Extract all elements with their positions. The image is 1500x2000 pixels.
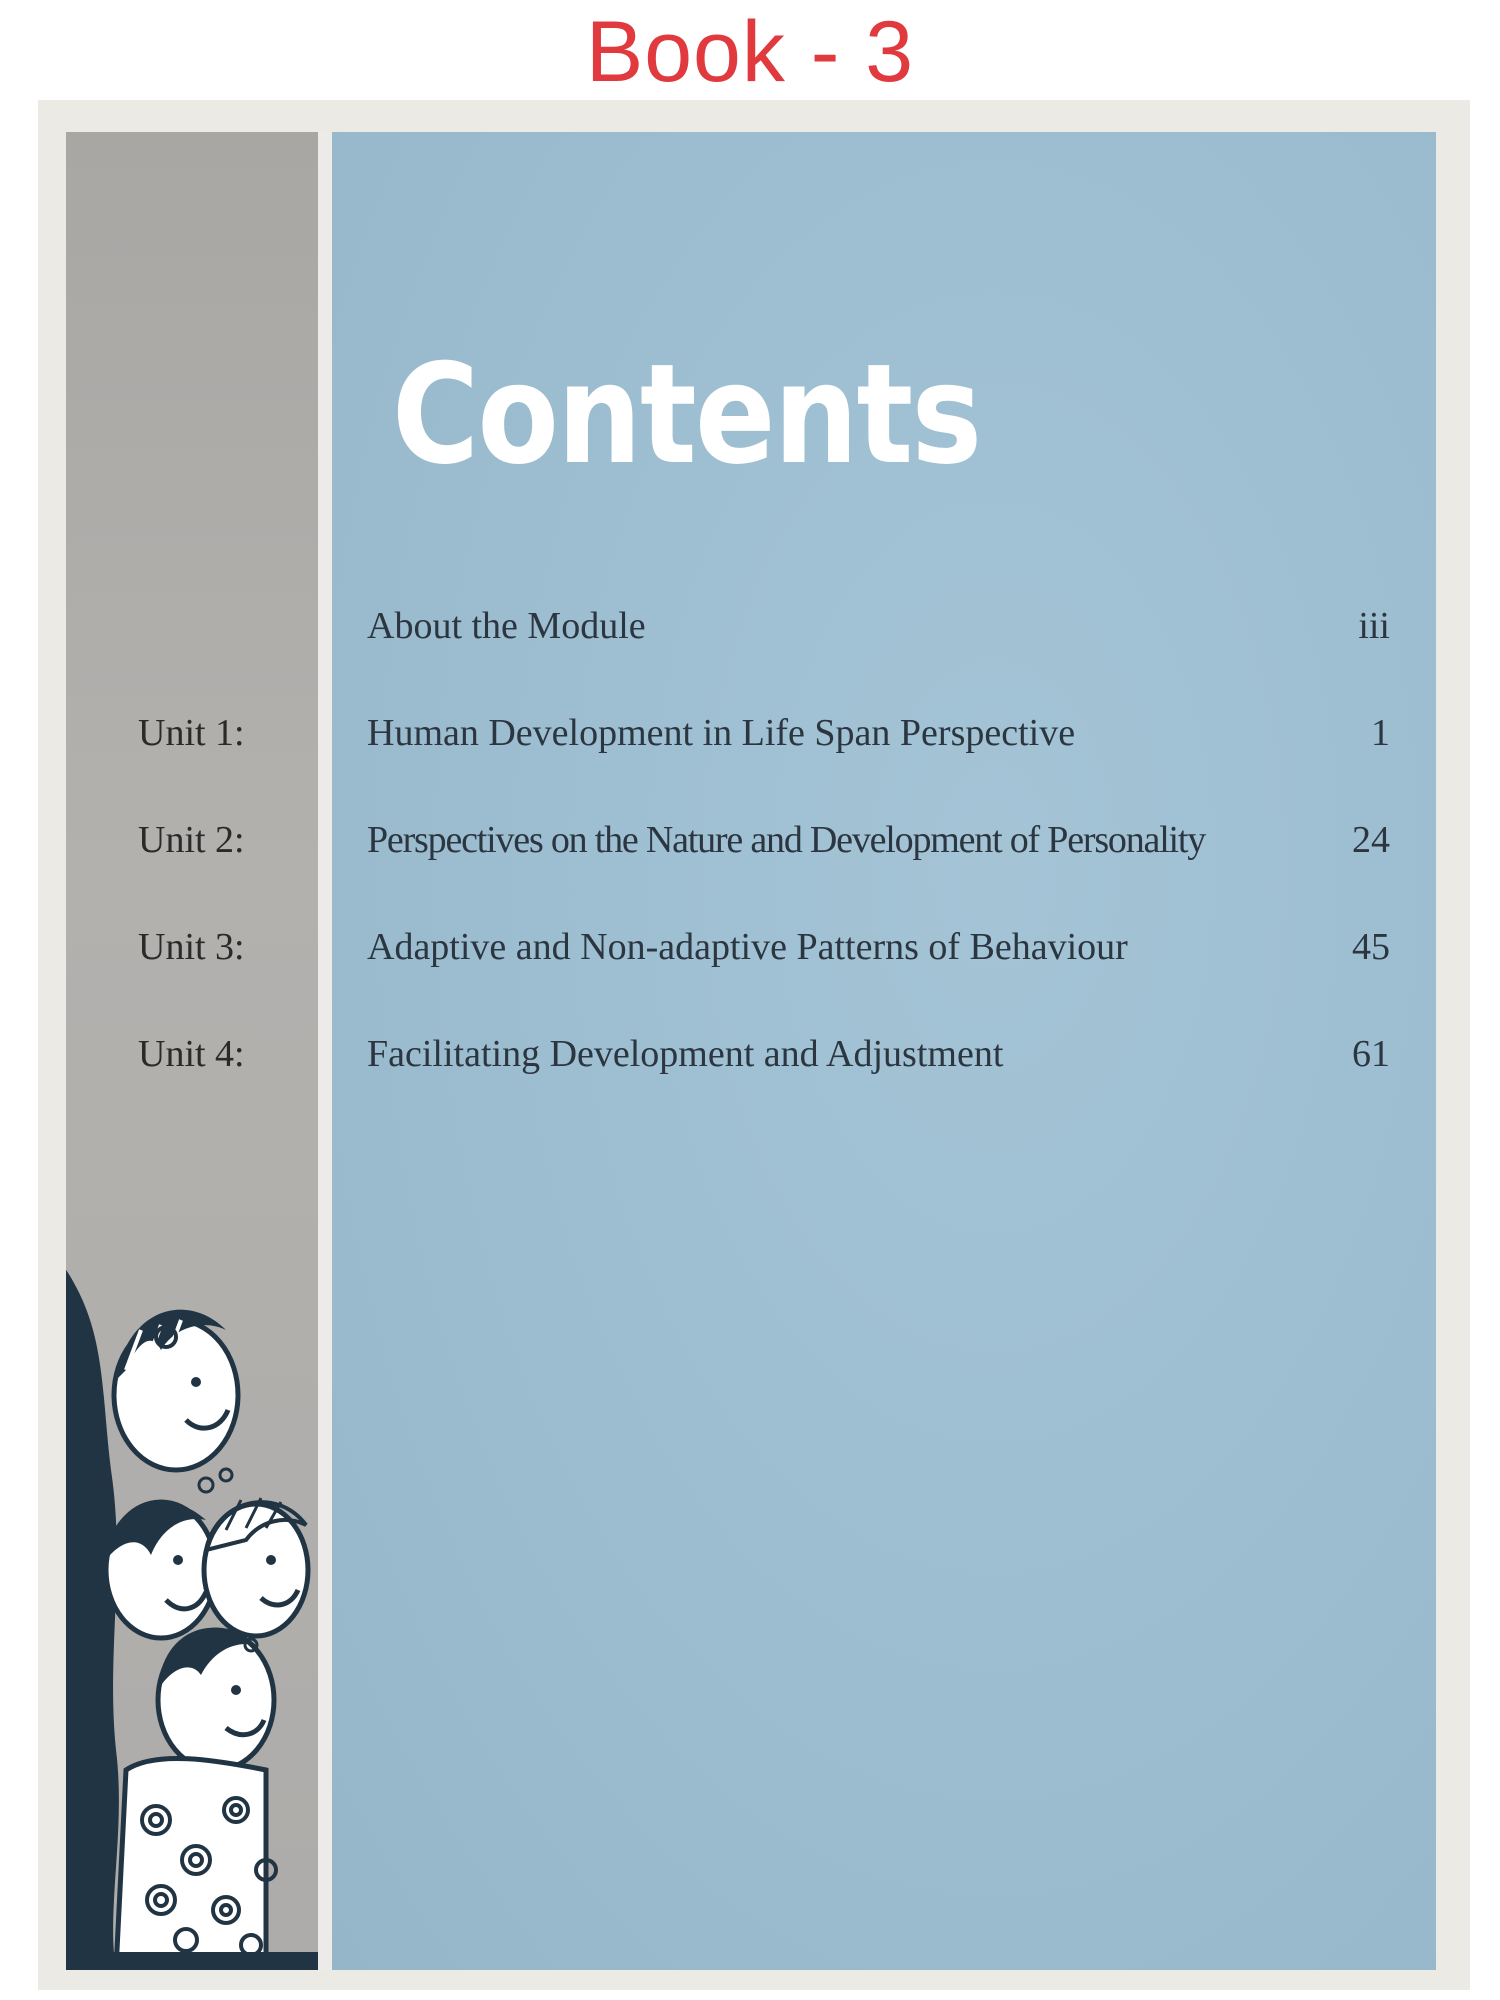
book-label: Book - 3 [585, 4, 915, 100]
toc-unit-label: Unit 1: [138, 712, 245, 754]
toc-unit-label: Unit 3: [138, 926, 245, 968]
page-title: Contents [392, 334, 981, 495]
toc-page-number: 61 [1352, 1033, 1390, 1075]
toc-row-unit-4[interactable] [0, 1024, 1500, 1084]
toc-row-unit-2[interactable] [0, 810, 1500, 870]
toc-entry-title: Adaptive and Non-adaptive Patterns of Behaviour [367, 926, 1128, 968]
toc-entry-title: Human Development in Life Span Perspective [367, 712, 1076, 754]
toc-row-unit-1[interactable] [0, 703, 1500, 763]
toc-entry-title: Perspectives on the Nature and Development of Personality [367, 819, 1206, 861]
bottom-dark-bar [66, 1952, 318, 1970]
toc-page-number: 45 [1352, 926, 1390, 968]
toc-page-number: iii [1358, 605, 1390, 647]
toc-row-unit-3[interactable] [0, 917, 1500, 977]
toc-page-number: 1 [1371, 712, 1390, 754]
toc-entry-title: Facilitating Development and Adjustment [367, 1033, 1004, 1075]
children-faces-illustration-icon [66, 1270, 318, 1970]
toc-unit-label: Unit 4: [138, 1033, 245, 1075]
toc-unit-label: Unit 2: [138, 819, 245, 861]
toc-page-number: 24 [1352, 819, 1390, 861]
toc-entry-title: About the Module [367, 605, 646, 647]
toc-row-about[interactable] [0, 596, 1500, 656]
